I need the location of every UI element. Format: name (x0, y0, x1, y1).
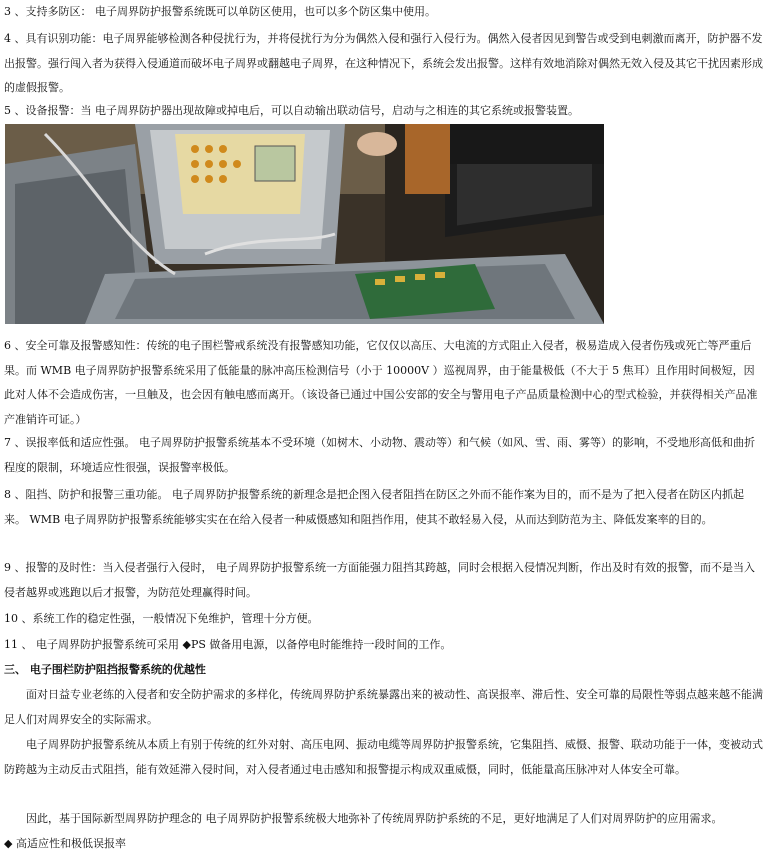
paragraph-1: 面对日益专业老练的入侵者和安全防护需求的多样化，传统周界防护系统暴露出来的被动性、高误报率、滞后性、安全可靠的局限性等弱点越来越不能满足人们对周界安全的实际需求。 (4, 688, 763, 726)
list-item-7: 7 、误报率低和适应性强。 电子周界防护报警系统基本不受环境（如树木、小动物、震动等）和气候（如风、雪、雨、雾等）的影响，不受地形高低和曲折程度的限制，环境适应性很强，误报警率极低。 (4, 436, 755, 474)
list-item-4: 4 、具有识别功能：电子周界能够检测各种侵扰行为，并将侵扰行为分为偶然入侵和强行入侵行为。偶然入侵者因见到警告或受到电刺激而离开，防护器不发出报警。强行闯入者为获得入侵通道而破坏电子周界或翻越电子周界，在这种情况下，系统会发出报警。这样有效地消除对偶然无效入侵及其它干扰因素形成的虚假报警。 (4, 32, 763, 94)
list-item-6: 6 、安全可靠及报警感知性：传统的电子围栏警戒系统没有报警感知功能，它仅仅以高压、大电流的方式阻止入侵者，极易造成入侵者伤残或死亡等严重后果。而 WMB 电子周界防护报警系统采用了低能量的脉冲高压检测信号（小于 10000V ）巡视周界，由于能量极低（不大于 5 焦耳）且作用时间极短，因此对人体不会造成伤害，一旦触及，也会因有触电感而离开。（该设备已通过中国公安部的安全与警用电子产品质量检测中心的型式检验，并获得相关产品准产准销许可证。） (4, 339, 758, 426)
list-item-5: 5 、设备报警：当 电子周界防护器出现故障或掉电后，可以自动输出联动信号，启动与之相连的其它系统或报警装置。 (4, 104, 579, 117)
bullet-item: ◆ 高适应性和极低误报率 (4, 837, 126, 850)
paragraph-3: 因此，基于国际新型周界防护理念的 电子周界防护报警系统极大地弥补了传统周界防护系统的不足，更好地满足了人们对周界防护的应用需求。 (26, 812, 723, 825)
list-item-11: 11 、 电子周界防护报警系统可采用 ◆PS 做备用电源，以备停电时能维持一段时间的工作。 (4, 638, 452, 651)
device-photo (5, 124, 604, 324)
list-item-9: 9 、报警的及时性：当入侵者强行入侵时， 电子周界防护报警系统一方面能强力阻挡其跨越，同时会根据入侵情况判断，作出及时有效的报警，而不是当入侵者越界或逃跑以后才报警，为防范处理赢得时间。 (4, 561, 755, 599)
list-item-10: 10 、系统工作的稳定性强，一般情况下免维护，管理十分方便。 (4, 612, 319, 625)
paragraph-2: 电子周界防护报警系统从本质上有别于传统的红外对射、高压电网、振动电缆等周界防护报警系统，它集阻挡、威慑、报警、联动功能于一体，变被动式防跨越为主动反击式阻挡，能有效延滞入侵时间，对入侵者通过电击感知和报警提示构成双重威慑，同时，低能量高压脉冲对人体安全可靠。 (4, 738, 763, 776)
list-item-3: 3 、支持多防区： 电子周界防护报警系统既可以单防区使用，也可以多个防区集中使用。 (4, 5, 436, 18)
section-heading: 三、 电子围栏防护阻挡报警系统的优越性 (4, 663, 206, 676)
list-item-8: 8 、阻挡、防护和报警三重功能。 电子周界防护报警系统的新理念是把企图入侵者阻挡在防区之外而不能作案为目的，而不是为了把入侵者在防区内抓起来。 WMB 电子周界防护报警系统能够实实在在给入侵者一种威慑感知和阻挡作用，使其不敢轻易入侵，从而达到防范为主、降低发案率的目的。 (4, 488, 744, 526)
